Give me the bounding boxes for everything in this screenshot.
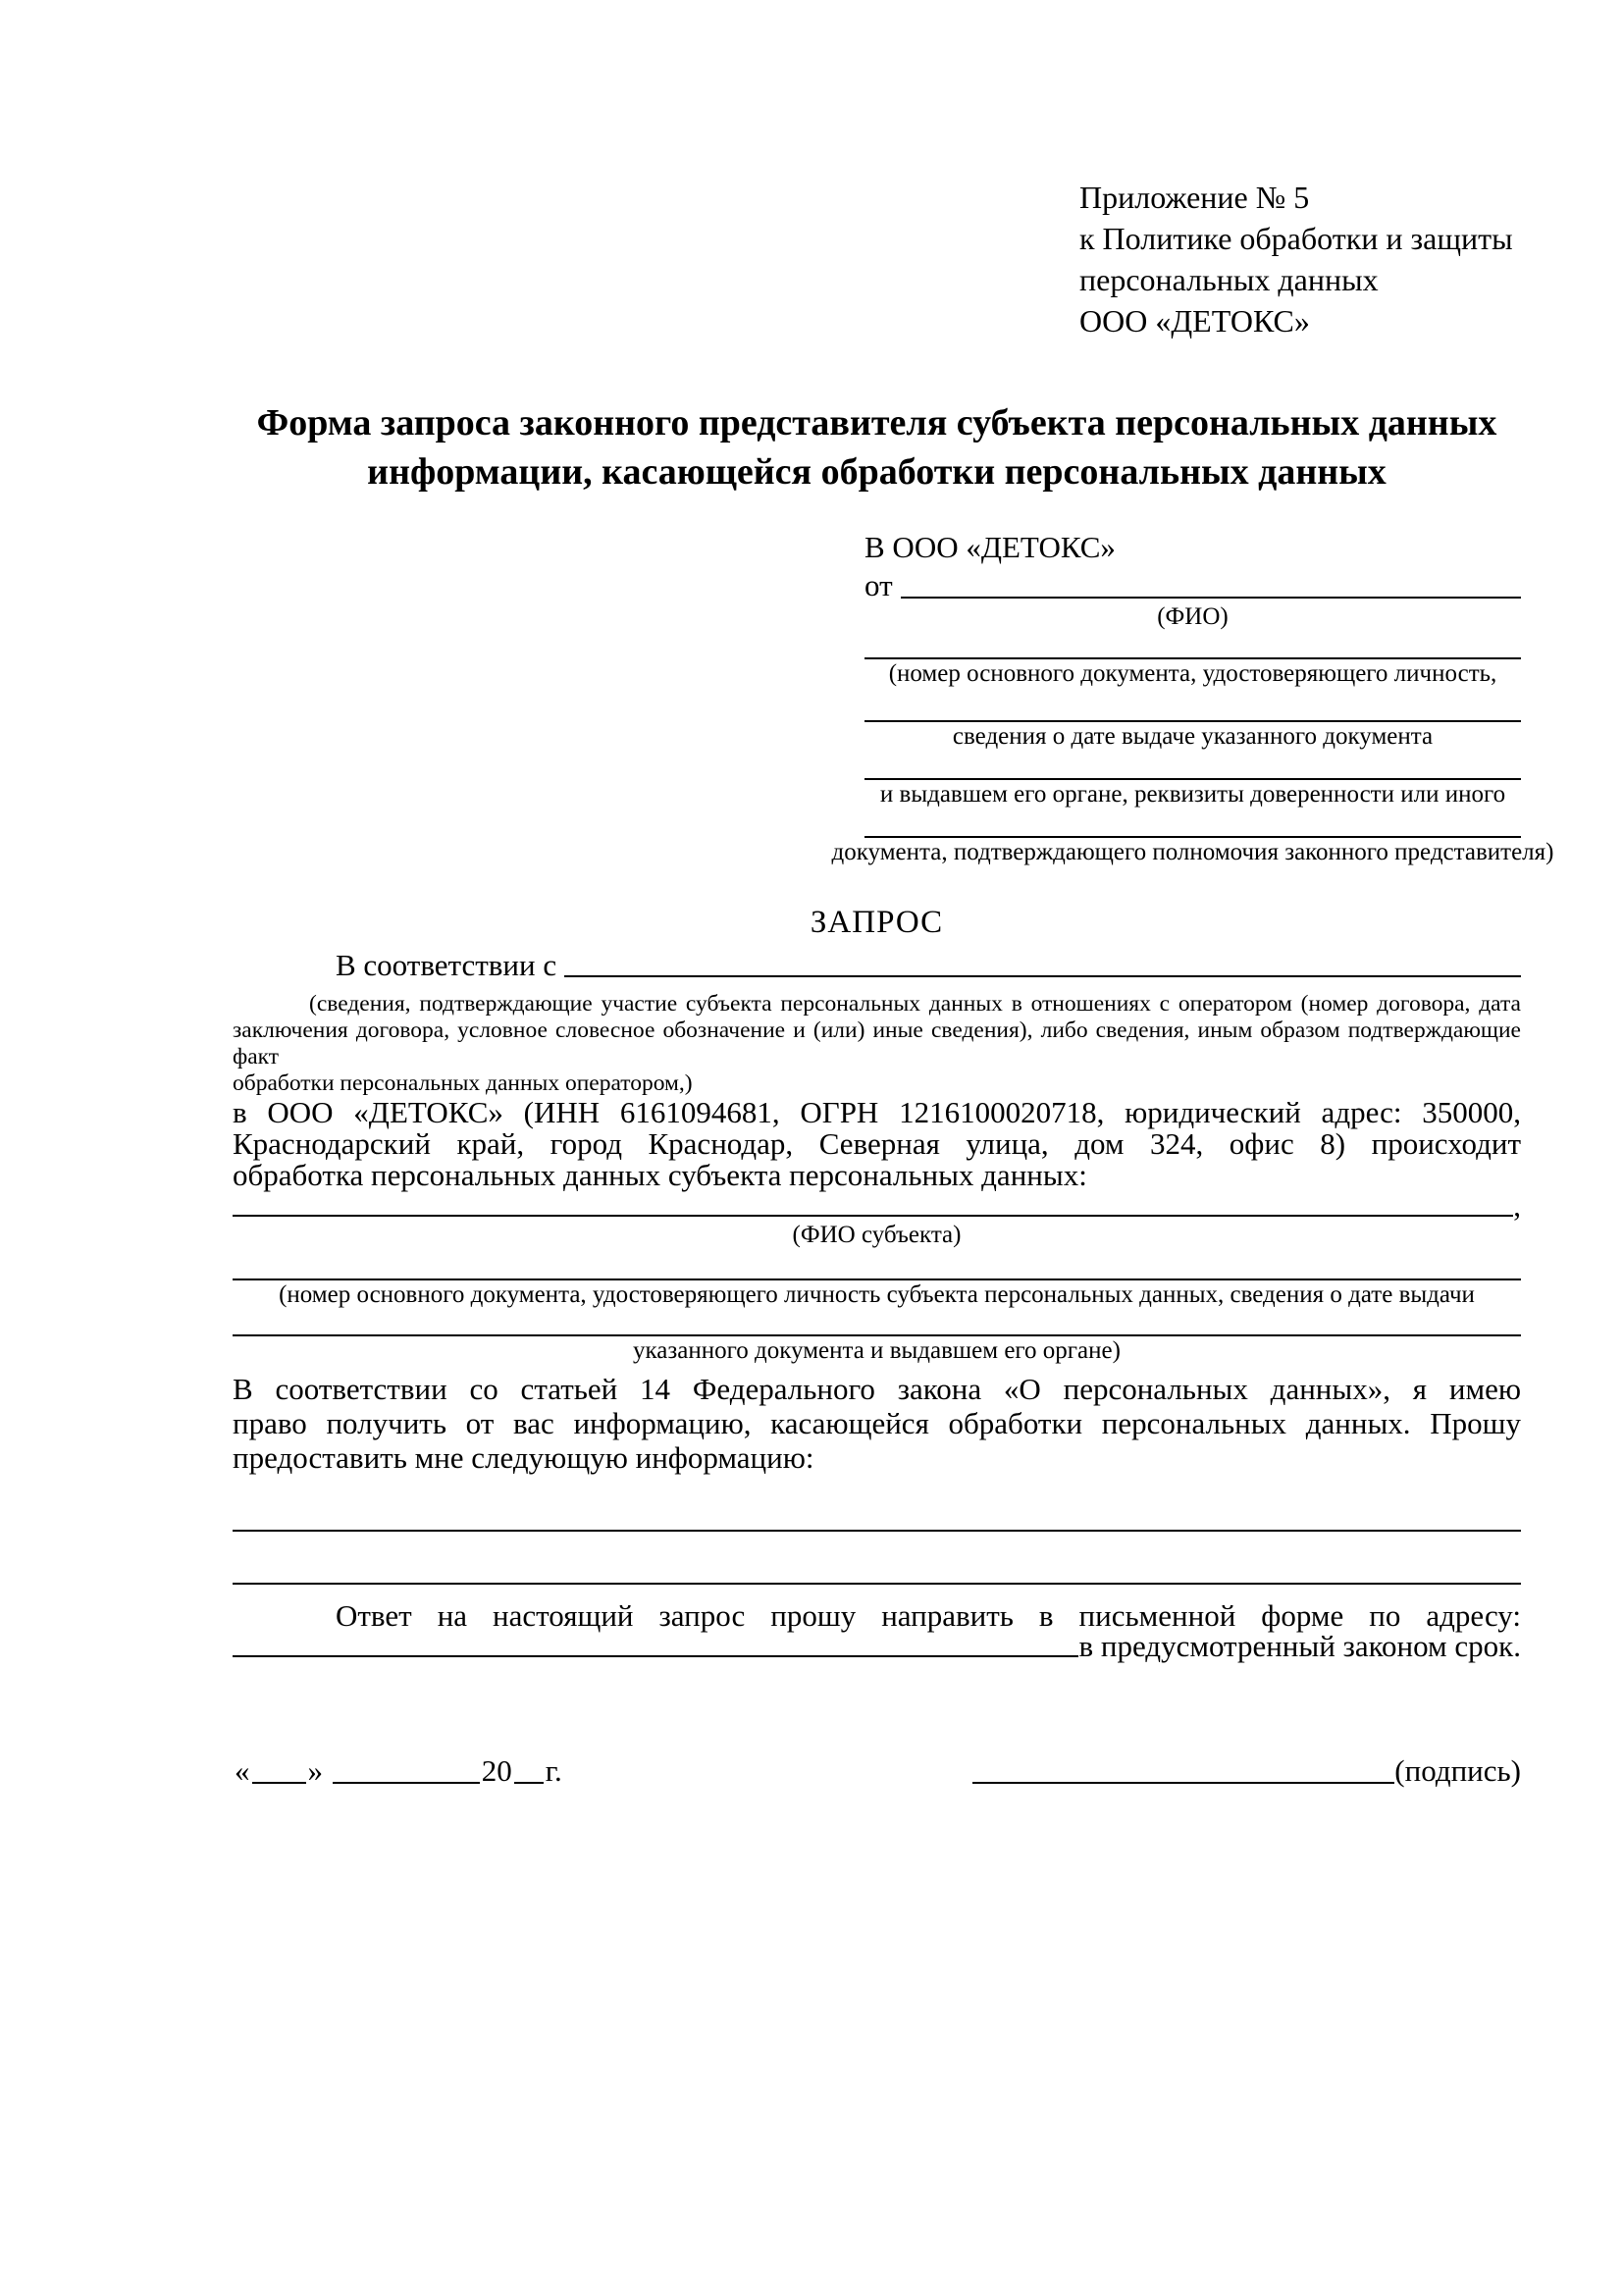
appendix-note-line: персональных данных <box>1079 262 1379 297</box>
answer-address-row <box>233 1629 1521 1663</box>
month-input-line[interactable] <box>333 1780 480 1784</box>
operator-paragraph-line: Краснодарский край, город Краснодар, Северная улица, дом 324, офис 8) происходит <box>233 1126 1521 1161</box>
accordance-input-line[interactable] <box>564 971 1521 977</box>
subject-doc-input-line-2[interactable] <box>233 1310 1521 1336</box>
appendix-note-line: Приложение № 5 <box>1079 180 1310 215</box>
appendix-note <box>1079 177 1521 341</box>
law-paragraph-line: предоставить мне следующую информацию: <box>233 1440 814 1475</box>
page-title-line: информации, касающейся обработки персональных данных <box>367 451 1387 493</box>
accordance-note-line: (сведения, подтверждающие участие субъекта персональных данных в отношениях с оператором (номер договора, дата <box>309 991 1521 1017</box>
subject-doc-caption-1: (номер основного документа, удостоверяющего личность субъекта персональных данных, сведения о дате выдачи <box>279 1281 1475 1308</box>
requested-info-input-line-1[interactable] <box>233 1475 1521 1532</box>
doc-number-input-line[interactable] <box>864 632 1521 659</box>
addressee-block <box>831 528 1554 867</box>
date-quote-close: » <box>307 1753 323 1788</box>
signature-input-line[interactable] <box>972 1780 1394 1784</box>
addressee-to: В ООО «ДЕТОКС» <box>864 530 1116 564</box>
document-content <box>233 0 1554 1791</box>
accordance-note-line: заключения договора, условное словесное обозначение и (или) иные сведения), либо сведения, иным образом подтверждающие факт <box>233 1018 1521 1070</box>
request-heading: ЗАПРОС <box>810 905 944 940</box>
subject-fio-row <box>233 1188 1521 1223</box>
page-title-line: Форма запроса законного представителя субъекта персональных данных <box>256 402 1497 444</box>
doc-powers-input-line[interactable] <box>864 809 1521 838</box>
fio-input-line[interactable] <box>901 593 1521 599</box>
accordance-row <box>233 948 1521 981</box>
subject-doc-caption-2: указанного документа и выдавшем его органе) <box>633 1337 1121 1364</box>
appendix-note-line: к Политике обработки и защиты <box>1079 221 1513 256</box>
answer-address-input-line[interactable] <box>233 1651 1078 1657</box>
answer-paragraph-line: Ответ на настоящий запрос прошу направить в письменной форме по адресу: <box>336 1598 1521 1633</box>
answer-paragraph-suffix: в предусмотренный законом срок. <box>1078 1629 1521 1663</box>
date-quote-open: « <box>235 1753 250 1788</box>
law-paragraph-line: право получить от вас информацию, касающейся обработки персональных данных. Прошу <box>233 1406 1521 1440</box>
doc-authority-input-line[interactable] <box>864 752 1521 780</box>
accordance-note-line: обработки персональных данных оператором,) <box>233 1070 693 1096</box>
accordance-note <box>233 991 1521 1097</box>
law-paragraph <box>233 1372 1521 1475</box>
law-paragraph-line: В соответствии со статьей 14 Федерального закона «О персональных данных», я имею <box>233 1372 1521 1406</box>
operator-paragraph-line: в ООО «ДЕТОКС» (ИНН 6161094681, ОГРН 1216100020718, юридический адрес: 350000, <box>233 1095 1521 1129</box>
year-input-line[interactable] <box>514 1780 544 1784</box>
from-label: от <box>864 568 893 602</box>
operator-paragraph-line: обработка персональных данных субъекта персональных данных: <box>233 1158 1087 1192</box>
date-signature-row <box>233 1751 1521 1791</box>
trailing-comma: , <box>1513 1188 1521 1223</box>
requested-info-input-line-2[interactable] <box>233 1532 1521 1585</box>
operator-paragraph <box>233 1097 1521 1191</box>
doc-number-caption: (номер основного документа, удостоверяющего личность, <box>888 660 1497 687</box>
year-prefix: 20 <box>481 1753 512 1788</box>
appendix-note-line: ООО «ДЕТОКС» <box>1079 303 1310 339</box>
doc-issue-date-caption: сведения о дате выдаче указанного документа <box>952 723 1434 750</box>
subject-fio-caption: (ФИО субъекта) <box>792 1222 962 1248</box>
subject-doc-input-line-1[interactable] <box>233 1250 1521 1280</box>
year-suffix: г. <box>545 1753 562 1788</box>
addressee-from-row <box>864 567 1521 602</box>
fio-caption: (ФИО) <box>1157 603 1229 630</box>
day-input-line[interactable] <box>252 1780 306 1784</box>
accordance-label: В соответствии с <box>336 948 557 982</box>
page-title <box>233 398 1521 496</box>
date-field <box>233 1751 564 1791</box>
doc-issue-date-input-line[interactable] <box>864 689 1521 722</box>
signature-field <box>972 1751 1521 1791</box>
signature-caption: (подпись) <box>1394 1753 1521 1788</box>
subject-fio-input-line[interactable] <box>233 1211 1513 1217</box>
doc-authority-caption: и выдавшем его органе, реквизиты доверенности или иного <box>879 781 1506 808</box>
doc-powers-caption: документа, подтверждающего полномочия законного представителя) <box>831 839 1554 865</box>
